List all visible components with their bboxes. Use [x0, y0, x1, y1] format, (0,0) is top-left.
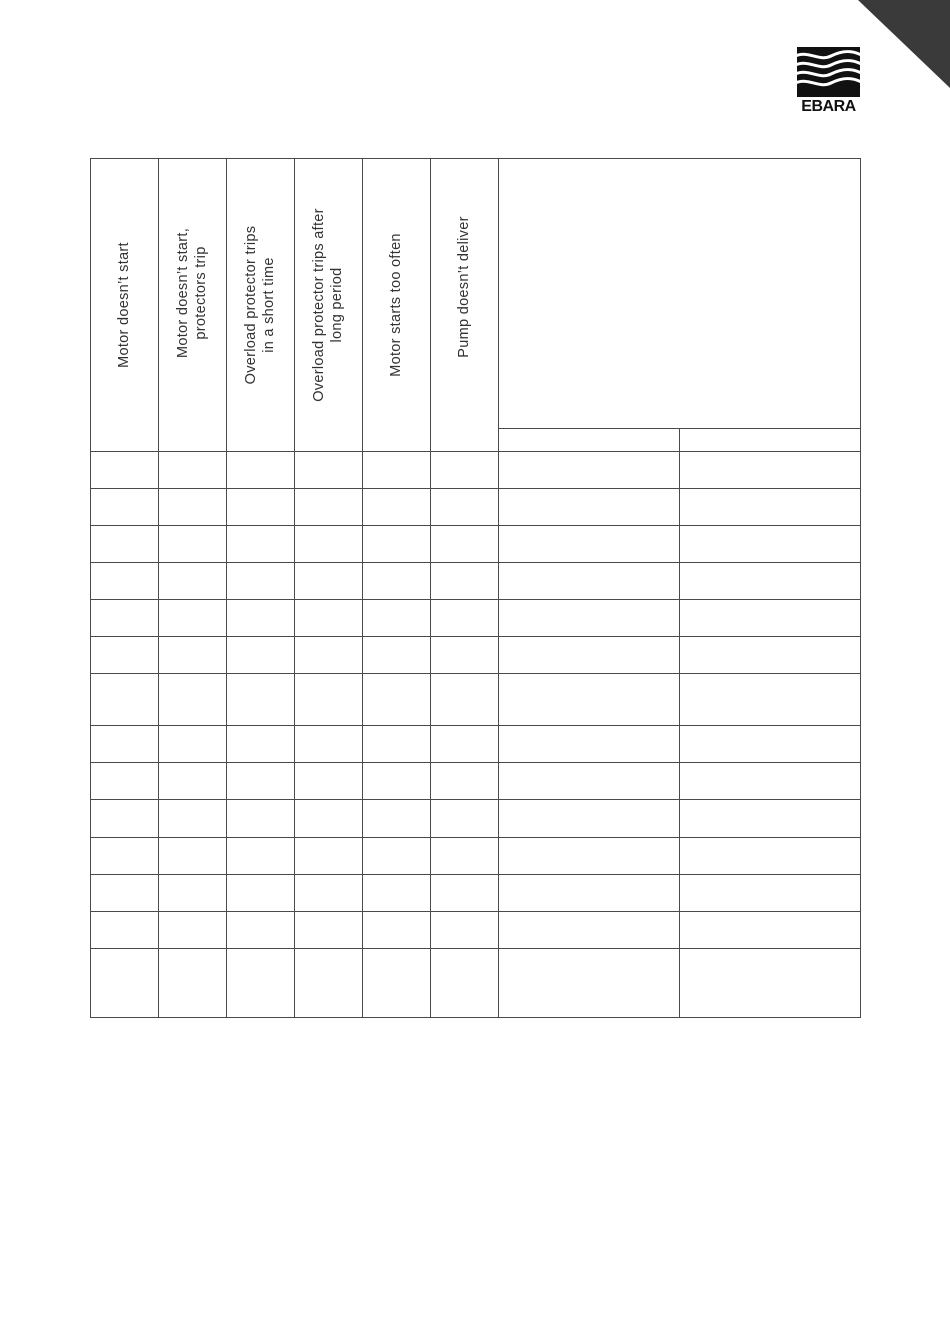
- header-motor-doesnt-start: Motor doesn’t start: [116, 241, 132, 368]
- header-cell-symptom-5: [362, 158, 430, 451]
- row-line: [90, 525, 861, 526]
- row-line: [90, 488, 861, 489]
- ebara-logo: [797, 47, 860, 115]
- row-line: [90, 599, 861, 600]
- row-line: [90, 451, 861, 452]
- table-border-right: [860, 158, 861, 1018]
- header-cell-symptom-3: [226, 158, 294, 451]
- row-line: [90, 762, 861, 763]
- header-motor-doesnt-start-protectors-trip: Motor doesn’t start, protectors trip: [175, 227, 209, 358]
- header-overload-trips-long-period: Overload protector trips after long period: [311, 207, 345, 402]
- table-border-bottom: [90, 1017, 861, 1018]
- header-cell-symptom-6: [430, 158, 498, 451]
- column-line: [498, 158, 499, 1018]
- header-motor-starts-too-often: Motor starts too often: [388, 232, 404, 377]
- header-overload-trips-short-time: Overload protector trips in a short time: [243, 225, 277, 384]
- row-line: [90, 562, 861, 563]
- row-line: [90, 837, 861, 838]
- header-cell-symptom-4: [294, 158, 362, 451]
- header-cell-symptom-1: [90, 158, 158, 451]
- row-line: [90, 725, 861, 726]
- row-line: [90, 948, 861, 949]
- page-corner-tab: [858, 0, 950, 88]
- row-line: [90, 911, 861, 912]
- row-line: [90, 799, 861, 800]
- row-line: [90, 673, 861, 674]
- header-cell-symptom-2: [158, 158, 226, 451]
- ebara-logo-text: EBARA: [801, 98, 856, 115]
- row-line: [90, 874, 861, 875]
- troubleshooting-table: [90, 158, 861, 1018]
- column-line: [679, 428, 680, 1018]
- header-pump-doesnt-deliver: Pump doesn’t deliver: [456, 215, 472, 358]
- row-line: [90, 636, 861, 637]
- ebara-logo-mark: [797, 47, 860, 97]
